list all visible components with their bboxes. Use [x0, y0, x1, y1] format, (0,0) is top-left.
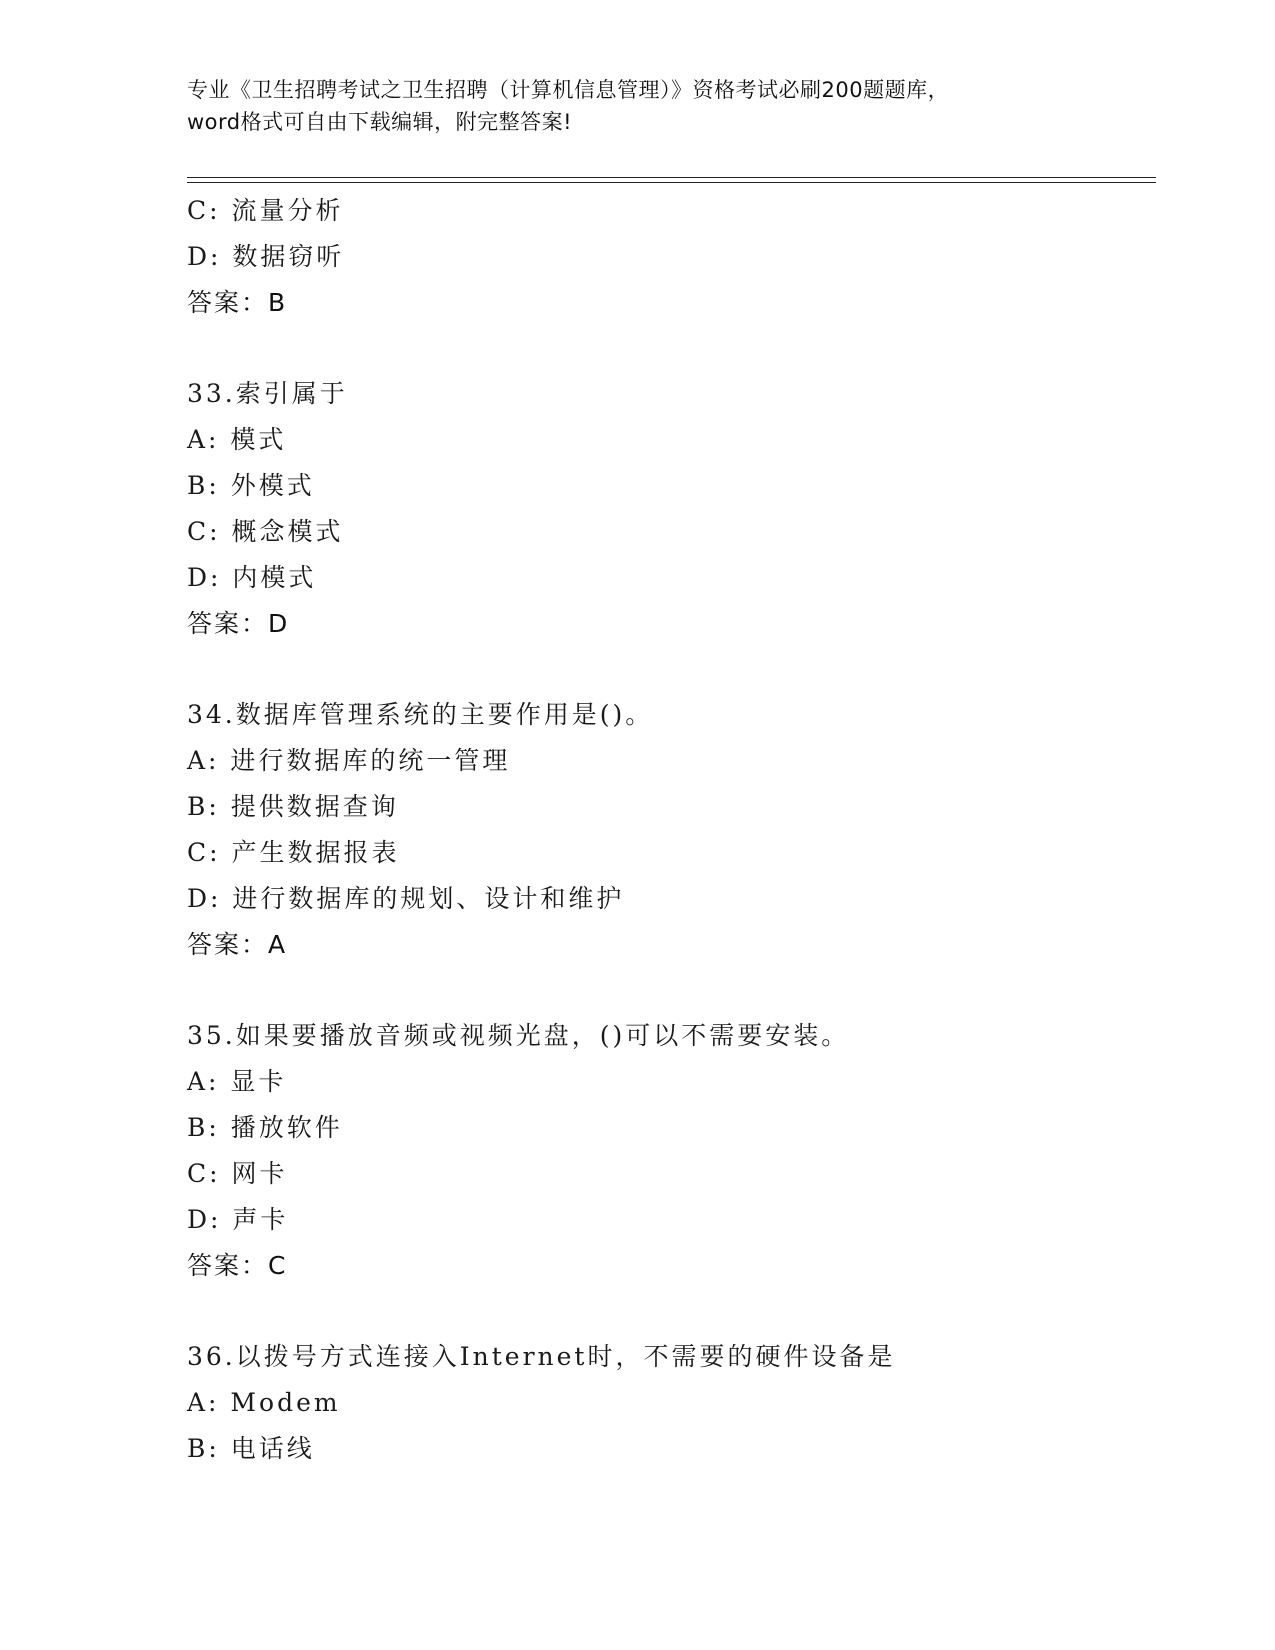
header-line-2: word格式可自由下载编辑，附完整答案! [187, 110, 573, 134]
question-block-33 [187, 371, 1157, 647]
header-line-1: 专业《卫生招聘考试之卫生招聘（计算机信息管理）》资格考试必刷200题题库， [187, 78, 950, 102]
question-block-35 [187, 1013, 1157, 1289]
question-list [187, 188, 1157, 1472]
option-b: B: 电话线 [187, 1434, 315, 1463]
option-a: A: 显卡 [187, 1067, 287, 1096]
option-c: C: 网卡 [187, 1159, 288, 1188]
option-c: C: 产生数据报表 [187, 838, 400, 867]
option-d: D: 内模式 [187, 563, 317, 592]
option-b: B: 外模式 [187, 471, 315, 500]
question-block-32 [187, 188, 1157, 326]
answer-line: 答案：B [187, 288, 288, 317]
option-b: B: 播放软件 [187, 1113, 343, 1142]
option-d: D: 进行数据库的规划、设计和维护 [187, 884, 625, 913]
answer-line: 答案：D [187, 609, 290, 638]
header-divider-bottom [187, 182, 1156, 183]
question-block-34 [187, 692, 1157, 968]
option-c: C: 流量分析 [187, 196, 344, 225]
option-a: A: 进行数据库的统一管理 [187, 746, 511, 775]
document-header [187, 74, 1087, 138]
answer-line: 答案：C [187, 1251, 288, 1280]
question-stem: 34.数据库管理系统的主要作用是()。 [187, 700, 654, 729]
option-d: D: 数据窃听 [187, 242, 345, 271]
option-b: B: 提供数据查询 [187, 792, 399, 821]
question-stem: 35.如果要播放音频或视频光盘，()可以不需要安装。 [187, 1021, 850, 1050]
header-divider-top [187, 177, 1156, 178]
option-a: A: Modem [187, 1388, 341, 1417]
question-block-36 [187, 1334, 1157, 1472]
question-stem: 33.索引属于 [187, 379, 348, 408]
option-a: A: 模式 [187, 425, 287, 454]
option-d: D: 声卡 [187, 1205, 289, 1234]
option-c: C: 概念模式 [187, 517, 344, 546]
question-stem: 36.以拨号方式连接入Internet时，不需要的硬件设备是 [187, 1342, 896, 1371]
answer-line: 答案：A [187, 930, 288, 959]
